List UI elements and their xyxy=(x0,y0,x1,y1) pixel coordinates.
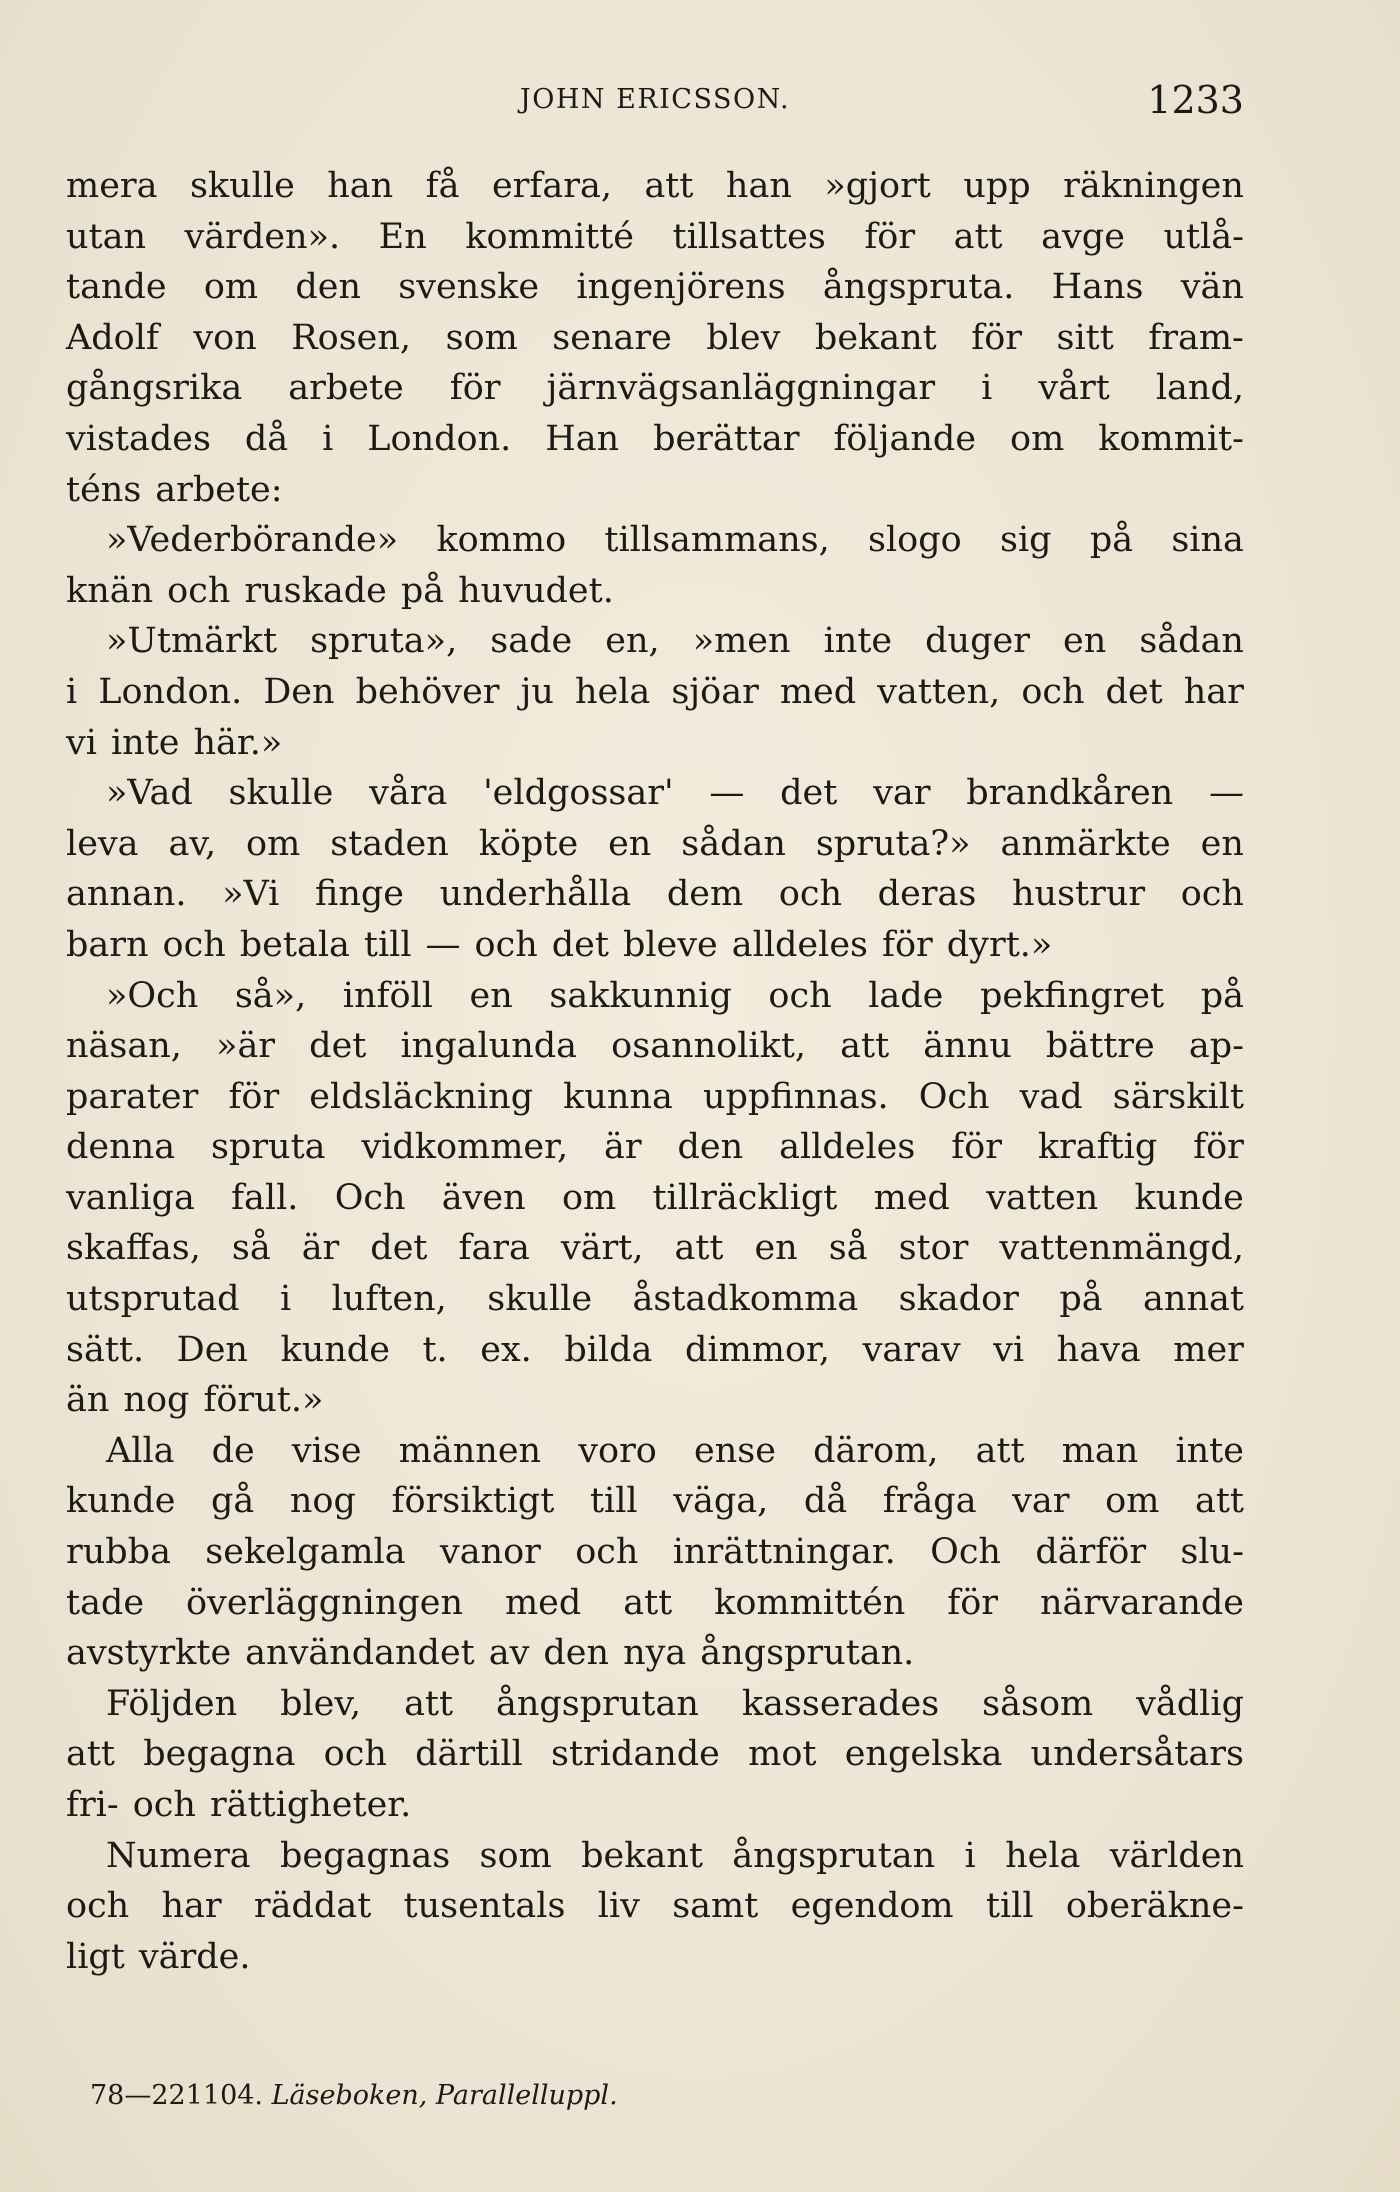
text-line: Följden blev, att ångsprutan kasserades såsom vådlig xyxy=(106,1683,1244,1724)
text-line: ligt värde. xyxy=(66,1936,251,1977)
text-line: skaffas, så är det fara värt, att en så stor vattenmängd, xyxy=(66,1228,1244,1269)
text-line: än nog förut.» xyxy=(66,1380,324,1421)
text-line: Numera begagnas som bekant ångsprutan i hela världen xyxy=(106,1835,1244,1876)
text-line: »Utmärkt spruta», sade en, »men inte duger en sådan xyxy=(106,621,1244,662)
signature-title: Läseboken, Parallelluppl. xyxy=(271,2080,618,2111)
text-line: »Vederbörande» kommo tillsammans, slogo sig på sina xyxy=(106,520,1244,561)
text-line: barn och betala till — och det bleve alldeles för dyrt.» xyxy=(66,924,1053,965)
text-line: denna spruta vidkommer, är den alldeles för kraftig för xyxy=(66,1127,1244,1168)
text-line: knän och ruskade på huvudet. xyxy=(66,570,614,611)
text-line: téns arbete: xyxy=(66,469,283,510)
text-line: att begagna och därtill stridande mot engelska undersåtars xyxy=(66,1734,1244,1775)
text-line: rubba sekelgamla vanor och inrättningar. Och därför slu- xyxy=(66,1532,1244,1573)
text-line: utsprutad i luften, skulle åstadkomma skador på annat xyxy=(66,1279,1244,1320)
text-line: näsan, »är det ingalunda osannolikt, att ännu bättre ap- xyxy=(66,1026,1244,1067)
text-line: »Vad skulle våra 'eldgossar' — det var brandkåren — xyxy=(106,773,1244,814)
text-line: Alla de vise männen voro ense därom, att man inte xyxy=(106,1430,1244,1471)
text-line: parater för eldsläckning kunna uppfinnas. Och vad särskilt xyxy=(66,1076,1244,1117)
text-line: Adolf von Rosen, som senare blev bekant för sitt fram- xyxy=(66,317,1244,358)
page-header xyxy=(66,78,1244,128)
text-line: utan värden». En kommitté tillsattes för att avge utlå- xyxy=(66,216,1244,257)
page-number: 1233 xyxy=(1147,78,1244,122)
text-line: fri- och rättigheter. xyxy=(66,1785,412,1825)
text-line: tande om den svenske ingenjörens ångspruta. Hans vän xyxy=(66,267,1244,308)
text-line: och har räddat tusentals liv samt egendom till oberäkne- xyxy=(66,1886,1244,1927)
text-line: vi inte här.» xyxy=(66,722,283,763)
text-line: sätt. Den kunde t. ex. bilda dimmor, varav vi hava mer xyxy=(66,1329,1244,1370)
text-line: »Och så», inföll en sakkunnig och lade pekfingret på xyxy=(106,975,1244,1016)
text-line: annan. »Vi finge underhålla dem och deras hustrur och xyxy=(66,874,1244,915)
text-body xyxy=(66,161,1244,1982)
text-line: vistades då i London. Han berättar följande om kommit- xyxy=(66,418,1244,459)
text-line: i London. Den behöver ju hela sjöar med vatten, och det har xyxy=(66,671,1244,712)
text-line: gångsrika arbete för järnvägsanläggningar i vårt land, xyxy=(66,368,1244,409)
text-line: kunde gå nog försiktigt till väga, då fråga var om att xyxy=(66,1481,1244,1522)
printer-signature xyxy=(90,2080,618,2111)
text-line: tade överläggningen med att kommittén för närvarande xyxy=(66,1582,1244,1623)
text-line: vanliga fall. Och även om tillräckligt med vatten kunde xyxy=(66,1177,1244,1218)
signature-code: 78—221104. xyxy=(90,2080,264,2111)
text-line: leva av, om staden köpte en sådan spruta?» anmärkte en xyxy=(66,823,1244,864)
running-head: JOHN ERICSSON. xyxy=(519,84,791,115)
text-line: avstyrkte användandet av den nya ångsprutan. xyxy=(66,1633,915,1674)
text-line: mera skulle han få erfara, att han »gjort upp räkningen xyxy=(66,166,1244,206)
